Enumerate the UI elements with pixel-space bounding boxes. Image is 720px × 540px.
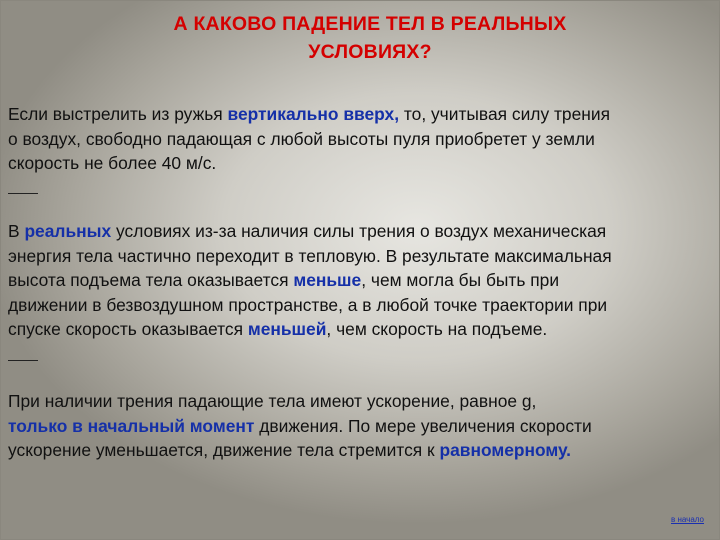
paragraph-line: При наличии трения падающие тела имеют ускорение, равное g, bbox=[8, 391, 537, 411]
text-fragment: спуске скорость оказывается bbox=[8, 319, 248, 339]
text-fragment: высота подъема тела оказывается bbox=[8, 270, 294, 290]
slide-title-line-2: УСЛОВИЯХ? bbox=[308, 41, 432, 63]
separator-rule bbox=[8, 360, 38, 361]
highlight-initial-moment: только в начальный момент bbox=[8, 415, 255, 436]
paragraph-line: движении в безвоздушном пространстве, а в любой точке траектории при bbox=[8, 294, 608, 315]
paragraph-real-conditions bbox=[8, 219, 714, 342]
back-to-start-link[interactable]: в начало bbox=[671, 515, 704, 524]
paragraph-line: скорость не более 40 м/с. bbox=[8, 153, 217, 173]
paragraph-line bbox=[8, 438, 714, 463]
paragraph-line bbox=[8, 414, 714, 439]
highlight-real: реальных bbox=[24, 221, 112, 241]
paragraph-line: энергия тела частично переходит в тепловую. В результате максимальная bbox=[8, 245, 612, 266]
paragraph-line bbox=[8, 219, 714, 244]
paragraph-acceleration bbox=[8, 389, 714, 463]
paragraph-line bbox=[8, 268, 714, 293]
highlight-less: меньше bbox=[293, 270, 362, 290]
text-fragment: , чем могла бы быть при bbox=[361, 270, 560, 290]
paragraph-line: о воздух, свободно падающая с любой высоты пуля приобретет у земли bbox=[8, 128, 595, 149]
text-fragment: , чем скорость на подъеме. bbox=[326, 319, 548, 339]
paragraph-line bbox=[8, 317, 714, 342]
paragraph-rifle-shot bbox=[8, 102, 714, 176]
text-fragment: Если выстрелить из ружья bbox=[8, 104, 228, 124]
text-fragment: В bbox=[8, 221, 25, 241]
text-fragment: условиях из-за наличия силы трения о воздух механическая bbox=[111, 221, 607, 241]
highlight-uniform: равномерному. bbox=[439, 440, 572, 460]
paragraph-line bbox=[8, 102, 714, 127]
text-fragment: движения. По мере увеличения скорости bbox=[254, 415, 592, 436]
separator-rule bbox=[8, 193, 38, 194]
slide-title-line-1: А КАКОВО ПАДЕНИЕ ТЕЛ В РЕАЛЬНЫХ bbox=[173, 13, 567, 35]
text-fragment: то, учитывая силу трения bbox=[399, 104, 611, 124]
highlight-vertically-up: вертикально вверх, bbox=[227, 104, 400, 124]
text-fragment: ускорение уменьшается, движение тела стремится к bbox=[8, 440, 440, 460]
slide-title bbox=[100, 10, 640, 66]
highlight-lesser: меньшей bbox=[247, 319, 327, 339]
